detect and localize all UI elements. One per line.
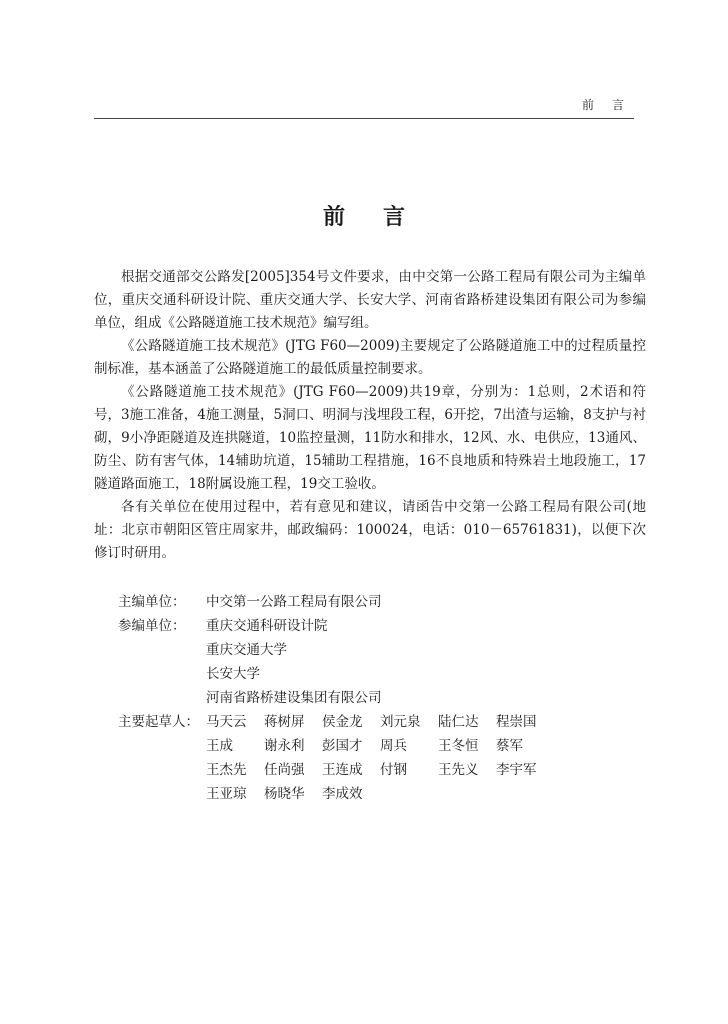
running-head: 前言 (581, 98, 642, 112)
drafter-name: 杨晓华 (264, 786, 305, 802)
drafter-name: 王冬恒 (438, 738, 479, 754)
paragraph-2: 《公路隧道施工技术规范》(JTG F60—2009)主要规定了公路隧道施工中的过程质量控制标准，基本涵盖了公路隧道施工的最低质量控制要求。 (94, 338, 646, 377)
drafter-name: 蔡军 (496, 738, 523, 754)
paragraph-4: 各有关单位在使用过程中，若有意见和建议，请函告中交第一公路工程局有限公司(地址：北京市朝阳区管庄周家井，邮政编码：100024，电话：010－65761831)，以便下次修订时研用。 (94, 499, 646, 561)
drafter-name: 谢永利 (264, 738, 305, 754)
drafter-name: 侯金龙 (322, 714, 363, 730)
co-editor-unit: 重庆交通大学 (206, 642, 287, 658)
page-title: 前言 (322, 204, 443, 230)
co-editor-label: 参编单位： (118, 618, 186, 634)
drafters-line (206, 782, 554, 806)
drafter-name: 王连成 (322, 762, 363, 778)
drafter-name: 付钢 (380, 762, 407, 778)
co-editor-unit: 重庆交通科研设计院 (206, 618, 328, 634)
paragraph-3: 《公路隧道施工技术规范》(JTG F60—2009)共19章，分别为：1总则，2术语和符号，3施工准备，4施工测量，5洞口、明洞与浅埋段工程，6开挖，7出渣与运输，8支护与衬砌，9小净距隧道及连拱隧道，10监控量测，11防水和排水，12风、水、电供应，13通风、防尘、防有害气体，14辅助坑道，15辅助工程措施，16不良地质和特殊岩土地段施工，17隧道路面施工，18附属设施工程，19交工验收。 (94, 384, 646, 492)
drafter-name: 王亚琼 (206, 786, 247, 802)
drafter-name: 刘元泉 (380, 714, 421, 730)
drafter-name: 王成 (206, 738, 233, 754)
body-text (94, 266, 646, 565)
drafters-line (206, 710, 554, 734)
drafter-name: 李成效 (322, 786, 363, 802)
drafter-name: 周兵 (380, 738, 407, 754)
paragraph-1: 根据交通部交公路发[2005]354号文件要求，由中交第一公路工程局有限公司为主编单位，重庆交通科研设计院、重庆交通大学、长安大学、河南省路桥建设集团有限公司为参编单位，组成《公路隧道施工技术规范》编写组。 (94, 269, 646, 331)
chief-editor-row (118, 590, 638, 614)
credits-block (118, 590, 638, 806)
drafter-name: 程崇国 (496, 714, 537, 730)
co-editor-row (118, 614, 638, 710)
drafter-name: 彭国才 (322, 738, 363, 754)
drafter-name: 王杰先 (206, 762, 247, 778)
drafters-line (206, 758, 554, 782)
drafters-line (206, 734, 554, 758)
drafter-name: 李宇军 (496, 762, 537, 778)
header-rule (94, 118, 634, 119)
drafters-label: 主要起草人： (118, 714, 199, 730)
chief-editor-label: 主编单位： (118, 594, 186, 610)
co-editor-unit: 河南省路桥建设集团有限公司 (206, 690, 382, 706)
drafter-name: 蒋树屏 (264, 714, 305, 730)
drafter-name: 任尚强 (264, 762, 305, 778)
drafter-name: 陆仁达 (438, 714, 479, 730)
drafters-row (118, 710, 638, 806)
drafter-name: 王先义 (438, 762, 479, 778)
chief-editor-unit: 中交第一公路工程局有限公司 (206, 594, 382, 610)
drafter-name: 马天云 (206, 714, 247, 730)
co-editor-unit: 长安大学 (206, 666, 260, 682)
